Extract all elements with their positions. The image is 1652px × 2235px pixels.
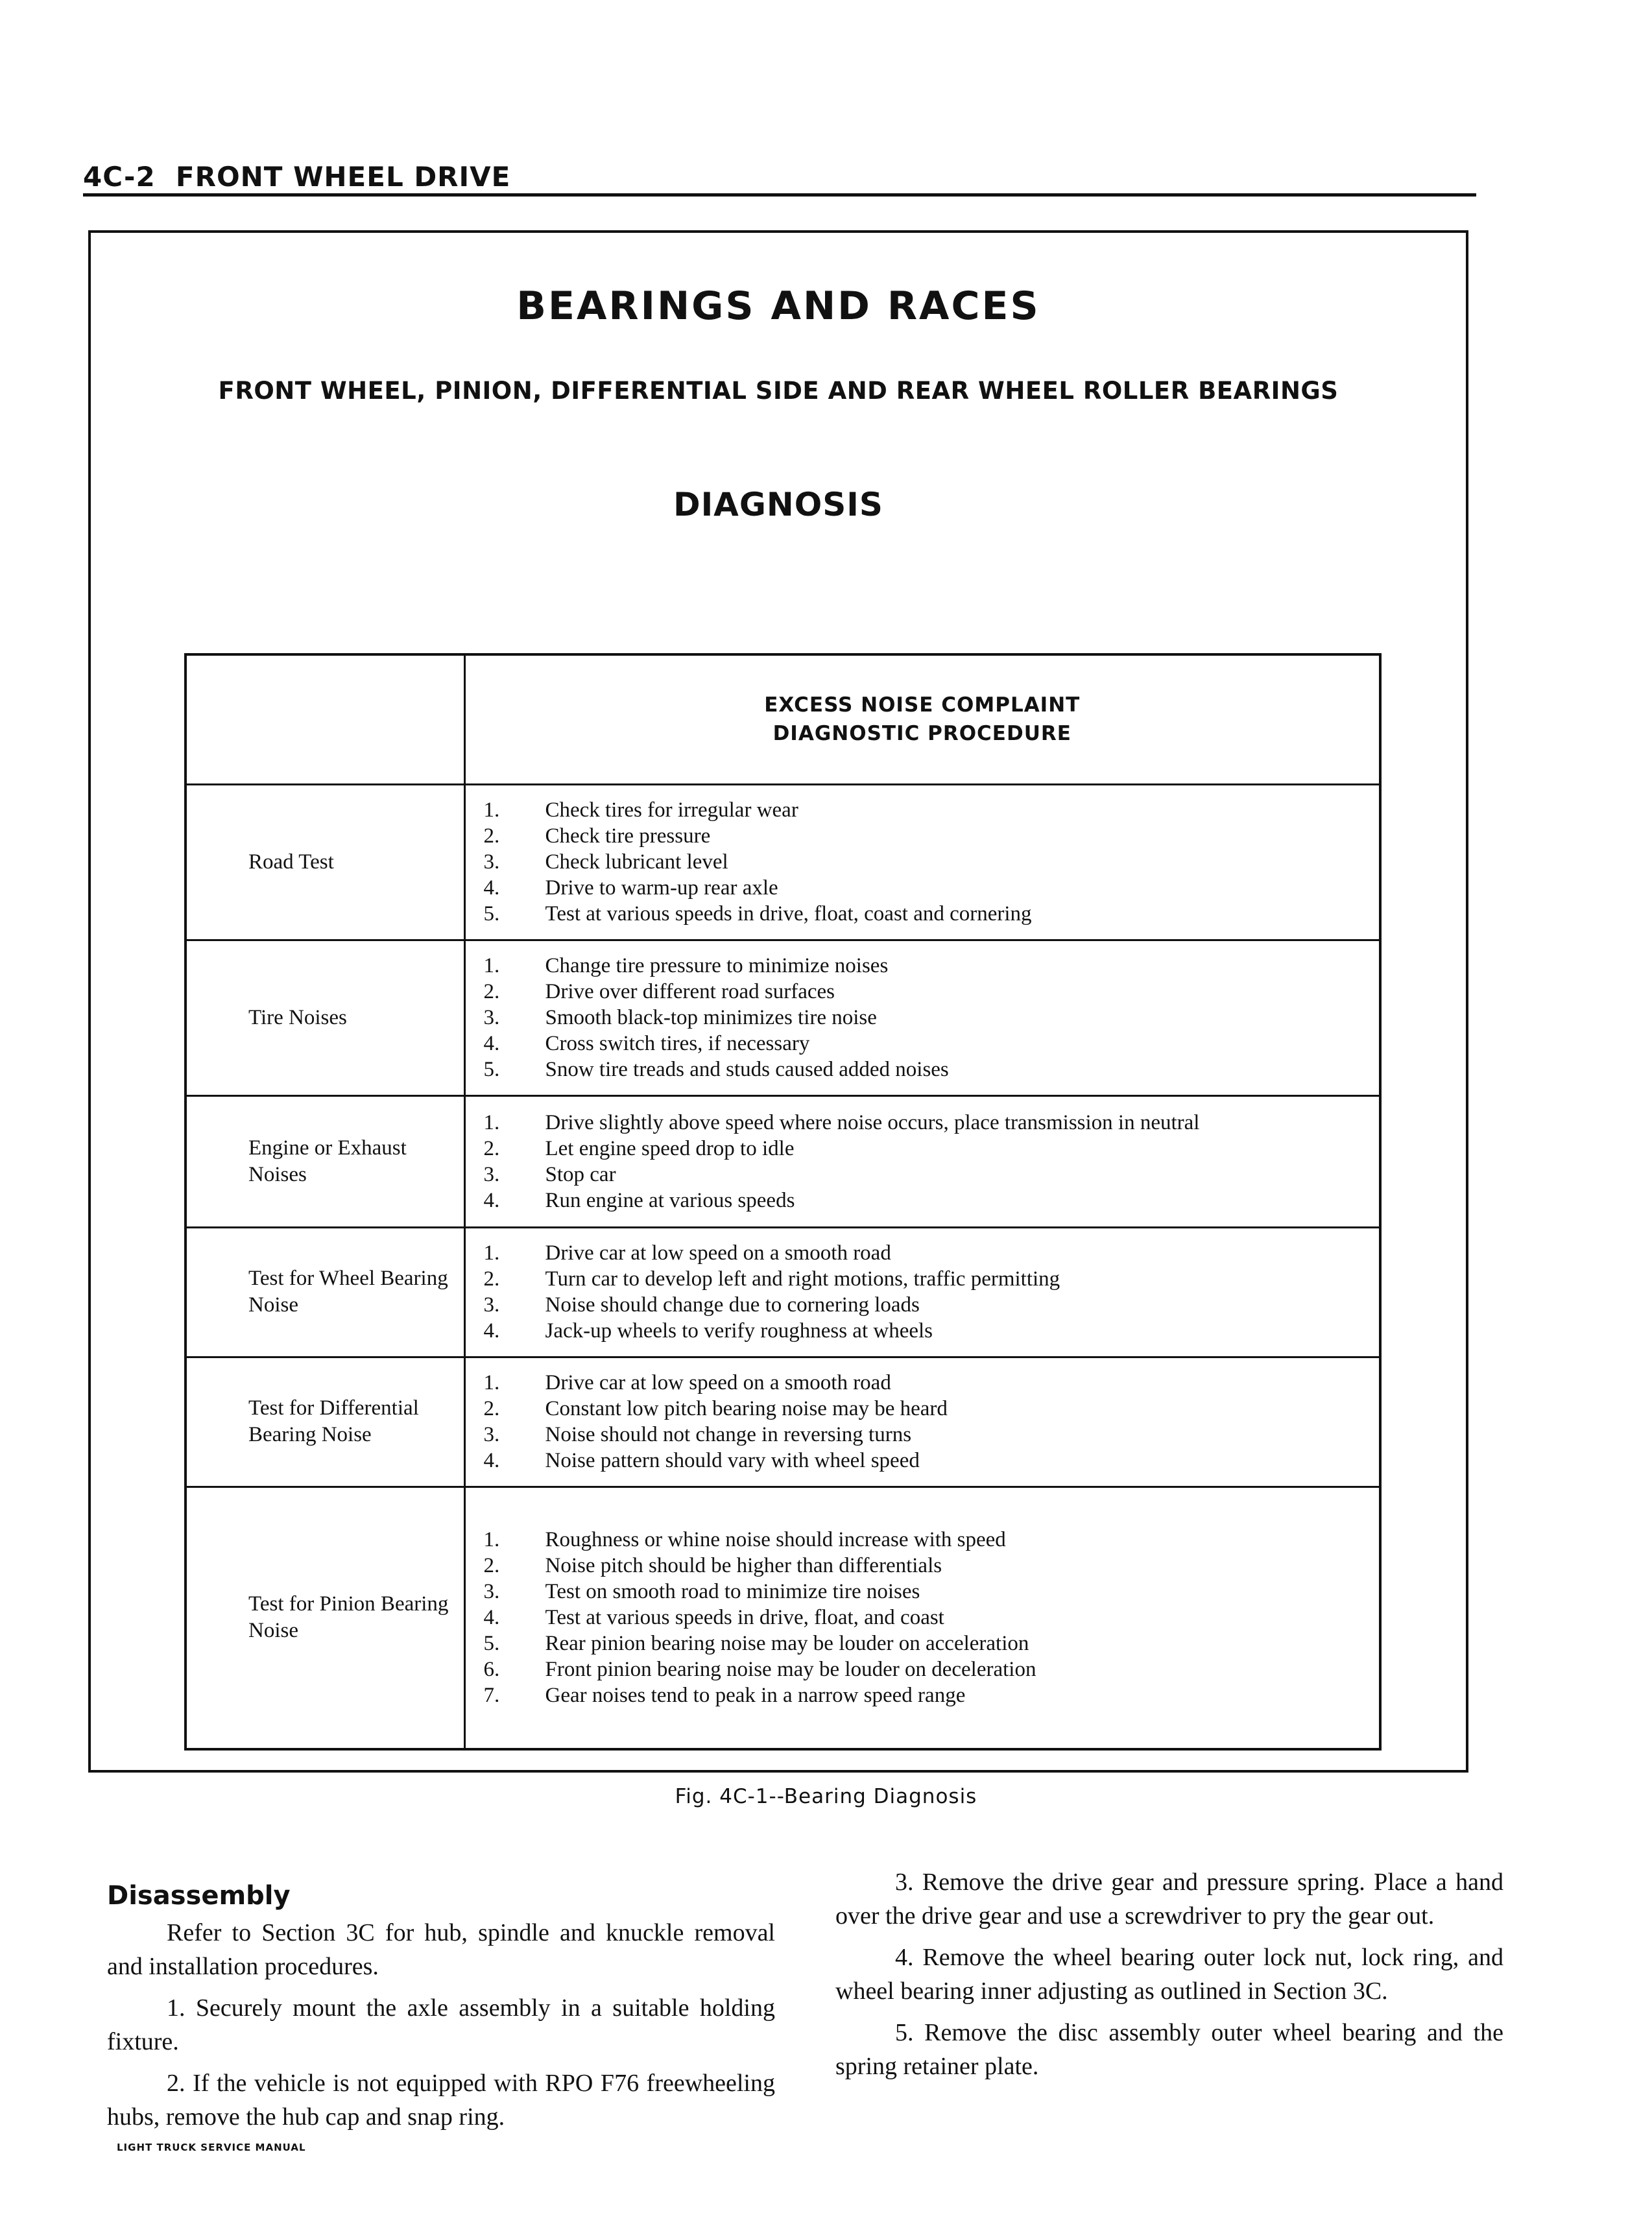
steps-cell bbox=[464, 1487, 1380, 1749]
steps-cell bbox=[464, 1095, 1380, 1227]
step-number: 1. bbox=[483, 798, 500, 822]
step-text: Test at various speeds in drive, float, coast and cornering bbox=[545, 902, 1032, 926]
section-heading: Disassembly bbox=[107, 1881, 291, 1911]
step-text: Drive slightly above speed where noise occurs, place transmission in neutral bbox=[545, 1110, 1200, 1134]
step-item bbox=[484, 1422, 1373, 1448]
step-text: Stop car bbox=[545, 1162, 616, 1186]
step-text: Noise pattern should vary with wheel speed bbox=[545, 1449, 920, 1472]
step-item bbox=[484, 875, 1373, 901]
step-number: 2. bbox=[483, 980, 500, 1003]
figure-box bbox=[88, 230, 1468, 1773]
step-number: 5. bbox=[483, 1058, 500, 1081]
step-item bbox=[484, 1110, 1373, 1136]
step-item bbox=[484, 1031, 1373, 1057]
step-item bbox=[484, 1631, 1373, 1656]
right-column bbox=[835, 1865, 1503, 2091]
paragraph: 1. Securely mount the axle assembly in a suitable holding fixture. bbox=[107, 1994, 775, 2055]
steps-list bbox=[484, 1110, 1373, 1213]
step-text: Constant low pitch bearing noise may be heard bbox=[545, 1397, 948, 1420]
step-number: 2. bbox=[483, 1397, 500, 1420]
step-text: Let engine speed drop to idle bbox=[545, 1136, 795, 1160]
step-number: 3. bbox=[483, 1580, 500, 1604]
step-number: 3. bbox=[483, 850, 500, 874]
step-text: Smooth black-top minimizes tire noise bbox=[545, 1006, 877, 1029]
step-text: Check lubricant level bbox=[545, 850, 728, 874]
condition-cell: Test for Pinion Bearing Noise bbox=[186, 1487, 464, 1749]
step-item bbox=[484, 1292, 1373, 1318]
step-number: 2. bbox=[483, 1554, 500, 1578]
procedure-header bbox=[464, 654, 1380, 784]
step-number: 4. bbox=[483, 1188, 500, 1212]
page-label: 4C-2 bbox=[83, 161, 156, 193]
step-number: 4. bbox=[483, 1449, 500, 1472]
step-text: Noise should change due to cornering loads bbox=[545, 1293, 920, 1317]
table-row bbox=[186, 1357, 1380, 1487]
left-column bbox=[107, 1881, 775, 2142]
step-item bbox=[484, 1553, 1373, 1579]
steps-list bbox=[484, 953, 1373, 1082]
paragraph: 5. Remove the disc assembly outer wheel bearing and the spring retainer plate. bbox=[835, 2019, 1503, 2080]
header-empty-cell bbox=[186, 654, 464, 784]
steps-list bbox=[484, 1240, 1373, 1344]
steps-cell bbox=[464, 784, 1380, 940]
steps-cell bbox=[464, 940, 1380, 1095]
paragraph: 3. Remove the drive gear and pressure spring. Place a hand over the drive gear and use a screwdriver to pry the gear out. bbox=[835, 1869, 1503, 1930]
step-number: 4. bbox=[483, 1319, 500, 1343]
step-number: 7. bbox=[483, 1684, 500, 1708]
step-text: Drive to warm-up rear axle bbox=[545, 876, 778, 900]
step-text: Test at various speeds in drive, float, and coast bbox=[545, 1606, 944, 1630]
step-item bbox=[484, 1266, 1373, 1292]
step-item bbox=[484, 1136, 1373, 1162]
condition-cell: Road Test bbox=[186, 784, 464, 940]
step-item bbox=[484, 953, 1373, 979]
footer-text: LIGHT TRUCK SERVICE MANUAL bbox=[117, 2142, 306, 2153]
condition-cell: Test for Wheel Bearing Noise bbox=[186, 1227, 464, 1357]
step-item bbox=[484, 823, 1373, 849]
step-number: 3. bbox=[483, 1162, 500, 1186]
step-item bbox=[484, 1188, 1373, 1213]
step-number: 4. bbox=[483, 876, 500, 900]
step-text: Snow tire treads and studs caused added noises bbox=[545, 1058, 949, 1081]
table-row bbox=[186, 784, 1380, 940]
step-text: Noise should not change in reversing turns bbox=[545, 1423, 912, 1446]
step-item bbox=[484, 1605, 1373, 1631]
step-number: 3. bbox=[483, 1006, 500, 1029]
step-text: Drive car at low speed on a smooth road bbox=[545, 1371, 891, 1394]
step-text: Check tire pressure bbox=[545, 824, 711, 848]
step-item bbox=[484, 979, 1373, 1005]
step-text: Turn car to develop left and right motions, traffic permitting bbox=[545, 1267, 1060, 1291]
step-number: 2. bbox=[483, 1267, 500, 1291]
step-text: Jack-up wheels to verify roughness at wheels bbox=[545, 1319, 933, 1343]
table-row bbox=[186, 1095, 1380, 1227]
section-title: FRONT WHEEL DRIVE bbox=[175, 161, 511, 193]
diagnosis-title: DIAGNOSIS bbox=[673, 486, 883, 523]
figure-subtitle: FRONT WHEEL, PINION, DIFFERENTIAL SIDE AND REAR WHEEL ROLLER BEARINGS bbox=[218, 377, 1339, 405]
figure-title: BEARINGS AND RACES bbox=[516, 283, 1040, 329]
step-item bbox=[484, 901, 1373, 927]
step-number: 3. bbox=[483, 1293, 500, 1317]
steps-list bbox=[484, 1370, 1373, 1474]
step-number: 3. bbox=[483, 1423, 500, 1446]
step-item bbox=[484, 849, 1373, 875]
step-item bbox=[484, 797, 1373, 823]
step-text: Change tire pressure to minimize noises bbox=[545, 954, 889, 977]
condition-cell: Engine or Exhaust Noises bbox=[186, 1095, 464, 1227]
step-text: Noise pitch should be higher than differentials bbox=[545, 1554, 942, 1578]
step-item bbox=[484, 1057, 1373, 1082]
step-item bbox=[484, 1396, 1373, 1422]
page-header bbox=[83, 161, 1478, 193]
step-text: Drive car at low speed on a smooth road bbox=[545, 1241, 891, 1265]
step-item bbox=[484, 1656, 1373, 1682]
paragraph: 2. If the vehicle is not equipped with RPO F76 freewheeling hubs, remove the hub cap and snap ring. bbox=[107, 2070, 775, 2131]
step-item bbox=[484, 1682, 1373, 1708]
step-text: Gear noises tend to peak in a narrow speed range bbox=[545, 1684, 966, 1708]
step-text: Drive over different road surfaces bbox=[545, 980, 835, 1003]
table-row bbox=[186, 940, 1380, 1095]
step-item bbox=[484, 1527, 1373, 1553]
steps-list bbox=[484, 1527, 1373, 1708]
step-text: Rear pinion bearing noise may be louder on acceleration bbox=[545, 1632, 1029, 1656]
step-number: 4. bbox=[483, 1032, 500, 1055]
step-item bbox=[484, 1579, 1373, 1605]
steps-list bbox=[484, 797, 1373, 927]
figure-caption: Fig. 4C-1--Bearing Diagnosis bbox=[675, 1785, 977, 1808]
step-number: 6. bbox=[483, 1658, 500, 1682]
step-text: Roughness or whine noise should increase with speed bbox=[545, 1528, 1006, 1552]
step-text: Check tires for irregular wear bbox=[545, 798, 798, 822]
step-number: 1. bbox=[483, 1371, 500, 1394]
step-number: 1. bbox=[483, 954, 500, 977]
step-number: 2. bbox=[483, 824, 500, 848]
condition-cell: Test for Differential Bearing Noise bbox=[186, 1357, 464, 1487]
step-item bbox=[484, 1370, 1373, 1396]
step-number: 5. bbox=[483, 1632, 500, 1656]
step-number: 1. bbox=[483, 1528, 500, 1552]
step-number: 1. bbox=[483, 1241, 500, 1265]
step-number: 1. bbox=[483, 1110, 500, 1134]
step-item bbox=[484, 1162, 1373, 1188]
step-text: Front pinion bearing noise may be louder on deceleration bbox=[545, 1658, 1036, 1682]
step-text: Run engine at various speeds bbox=[545, 1188, 795, 1212]
step-number: 2. bbox=[483, 1136, 500, 1160]
header-rule bbox=[83, 193, 1476, 197]
step-item bbox=[484, 1005, 1373, 1031]
step-text: Cross switch tires, if necessary bbox=[545, 1032, 810, 1055]
table-row bbox=[186, 1487, 1380, 1749]
step-item bbox=[484, 1318, 1373, 1344]
step-text: Test on smooth road to minimize tire noises bbox=[545, 1580, 920, 1604]
condition-cell: Tire Noises bbox=[186, 940, 464, 1095]
step-item bbox=[484, 1448, 1373, 1474]
procedure-header-line1: EXCESS NOISE COMPLAINT bbox=[764, 693, 1081, 717]
steps-cell bbox=[464, 1227, 1380, 1357]
diagnosis-table bbox=[184, 653, 1382, 1751]
paragraph: Refer to Section 3C for hub, spindle and knuckle removal and installation procedures. bbox=[107, 1919, 775, 1980]
step-number: 5. bbox=[483, 902, 500, 926]
step-item bbox=[484, 1240, 1373, 1266]
paragraph: 4. Remove the wheel bearing outer lock nut, lock ring, and wheel bearing inner adjusting as outlined in Section 3C. bbox=[835, 1944, 1503, 2005]
steps-cell bbox=[464, 1357, 1380, 1487]
table-row bbox=[186, 1227, 1380, 1357]
procedure-header-line2: DIAGNOSTIC PROCEDURE bbox=[772, 722, 1071, 746]
table-header-row bbox=[186, 654, 1380, 784]
step-number: 4. bbox=[483, 1606, 500, 1630]
